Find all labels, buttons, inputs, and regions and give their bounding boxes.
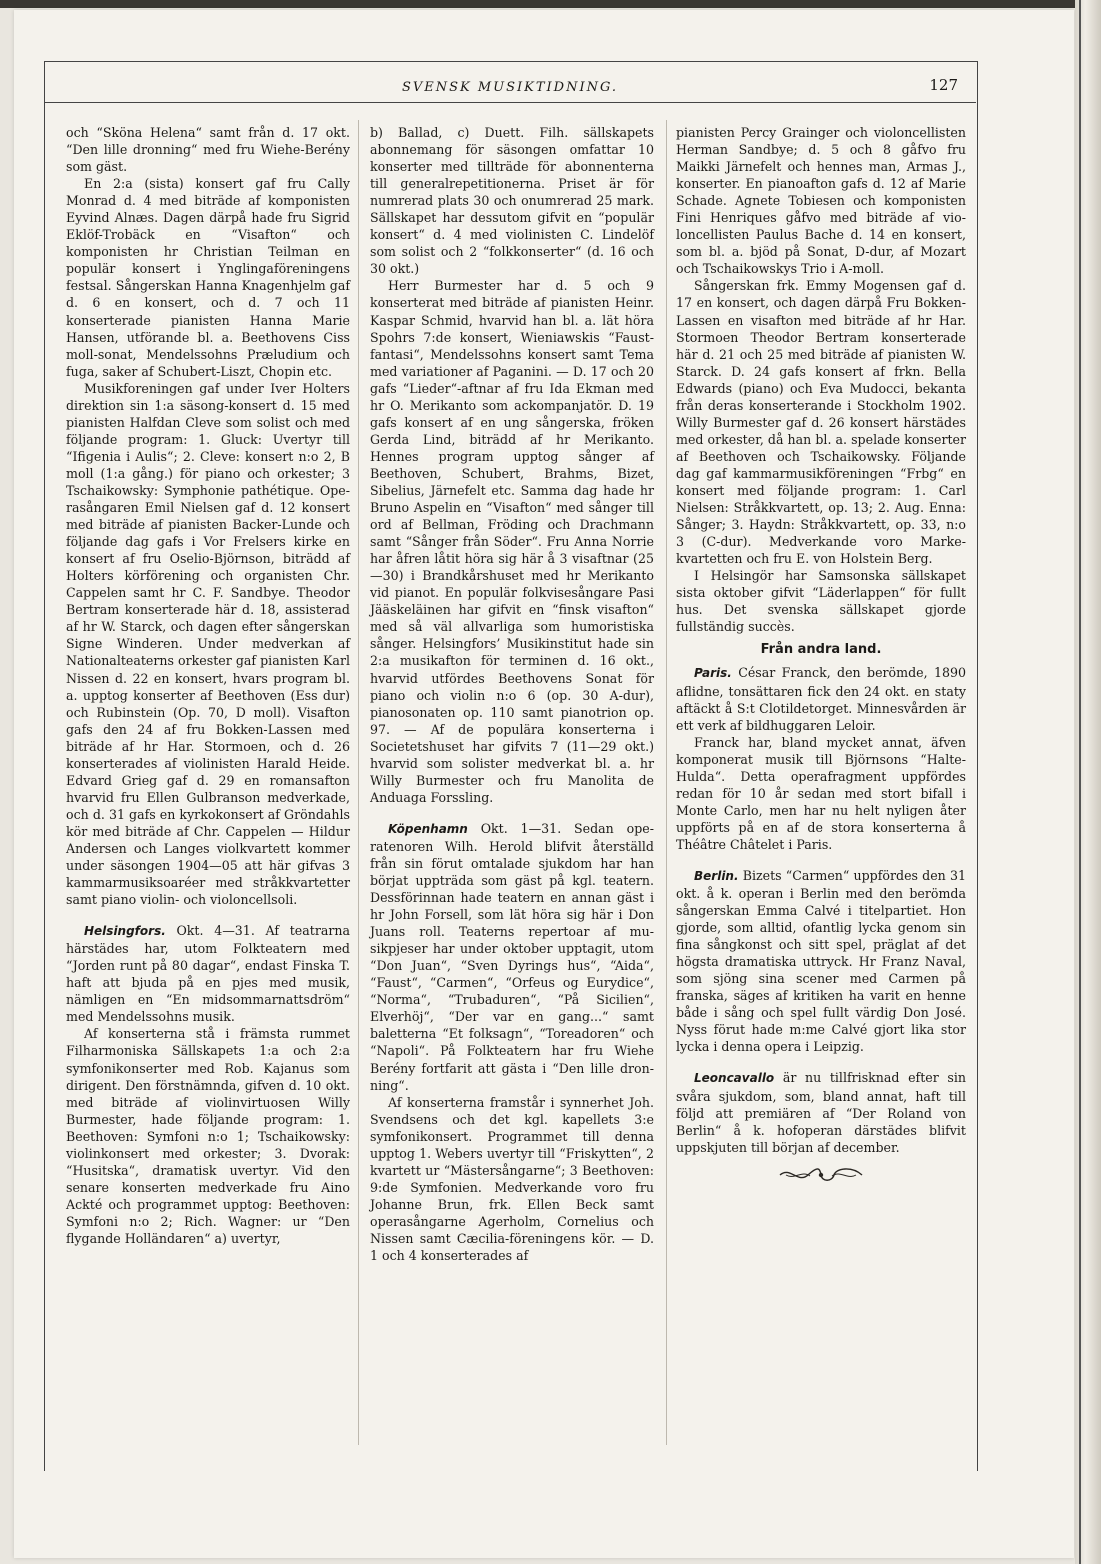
paragraph: och “Sköna Helena“ samt från d. 17 okt. “Den lille dronning“ med fru Wiehe-Berény som gäst. [66, 125, 350, 175]
paragraph: En 2:a (sista) konsert gaf fru Cally Monrad d. 4 med biträde af komponisten Eyvind Alnæs. Dagen därpå hade fru Sigrid Eklöf-Trobäck en “Visafton“ och komponisten hr Christian Teilman en populär konsert i Ynglingaföreningens festsal. Sångerskan Hanna Knagenhjelm gaf d. 6 en konsert, och d. 7 och 11 konserterade pianisten Hanna Marie Hansen, utförande bl. a. Beethovens Ciss moll-sonat, Mendelssohns Præludium och fuga, saker af Schubert-Liszt, Chopin etc. [66, 176, 350, 379]
paragraph-text: är nu tillfrisknad efter sin svåra sjukdom, som, bland annat, haft till följd att premiären af “Der Roland von Berlin“ å k. hofoperan därstädes blifvit uppskjuten till början af december. [676, 1070, 966, 1155]
paragraph: Sångerskan frk. Emmy Mogensen gaf d. 17 en konsert, och dagen därpå Fru Bokken-Lassen en visafton med biträde af hr Har. Stormoen Theodor Bertram konserterade här d. 21 och 25 med biträde af pianisten W. Starck. D. 24 gafs konsert af frkn. Bella Edwards (piano) och Eva Mudocci, bekanta från deras konserterande i Stockholm 1902. Willy Burmester gaf d. 26 konsert härstädes med orkester, då han bl. a. spelade konserter af Beethoven och Tschaikowsky. Följande dag gaf kammarmusikföreningen “Frbg“ en konsert med följande program: 1. Carl Nielsen: Stråkkvartett, op. 13; 2. Aug. Enna: Sånger; 3. Haydn: Stråkkvartett, op. 33, n:o 3 (C-dur). Medverkande voro Marke-kvartetten och fru E. von Holstein Berg. [676, 278, 966, 567]
spacer [66, 908, 350, 922]
spacer [676, 853, 966, 867]
paragraph-text: Okt. 4—31. Af teatrarna härstädes har, utom Folkteatern med “Jorden runt på 80 dagar“, endast Finska T. haft att bjuda på en pjes med musik, nämligen en “En midsommarnattsdröm“ med Mendelssohns musik. [66, 923, 350, 1025]
paragraph: Af konserterna stå i främsta rummet Filharmoniska Sällskapets 1:a och 2:a symfonikonserter med Rob. Kajanus som dirigent. Den förstnämnda, gifven d. 10 okt. med biträde af violinvirtuosen Willy Burmester, hade följande program: 1. Beethoven: Symfoni n:o 1; Tschaikowsky: violinkonsert med orkester; 3. Dvorak: “Husitska“, dramatisk uvertyr. Vid den senare konserten medverkade fru Aino Ackté och programmet upptog: Beethoven: Symfoni n:o 2; Rich. Wagner: ur “Den flygande Holländaren“ a) uvertyr, [66, 1026, 350, 1246]
paragraph-leoncavallo [676, 1069, 966, 1155]
paragraph-text: Okt. 1—31. Sedan operatenoren Wilh. Herold blifvit återställd från sin förut omtalade sjukdom har han börjat uppträda som gäst på kgl. teatern. Dessförinnan hade teatern en annan gäst i hr John Forsell, som lät höra sig här i Don Juans roll. Teaterns repertoar af musikpjeser har under oktober upptagit, utom “Don Juan“, “Sven Dyrings hus“, “Aida“, “Faust“, “Carmen“, “Orfeus og Eurydice“, “Norma“, “Trubaduren“, “På Sicilien“, Elverhöj“, “Der var en gang...“ samt baletterna “Et folksagn“, “Toreadoren“ och “Napoli“. På Folkteatern har fru Wiehe Berény fortfarit att gästa i “Den lille dronning“. [370, 820, 654, 1093]
section-heading: Från andra land. [760, 642, 882, 658]
binding-edge [1075, 0, 1101, 1564]
paragraph-kopenhamn [370, 820, 654, 1094]
paragraph: Franck har, bland mycket annat, äfven komponerat musik till Björnsons “Halte-Hulda“. Detta operafragment uppfördes redan för 10 år sedan med stort bifall i Monte Carlo, men har nu helt nyligen åter uppförts på en af de stora konserterna å Théâtre Châtelet i Paris. [676, 734, 966, 852]
place-heading-kopenhamn: Köpenhamn [388, 821, 468, 836]
column-2 [370, 124, 654, 1264]
paragraph: Musikforeningen gaf under Iver Holters direktion sin 1:a säsong-konsert d. 15 med pianisten Halfdan Cleve som solist och med följande program: 1. Gluck: Uvertyr till “Ifigenia i Aulis“; 2. Cleve: konsert n:o 2, B moll (1:a gång.) för piano och orkester; 3 Tschaikowsky: Symphonie pathétique. Operasångaren Emil Nielsen gaf d. 12 konsert med biträde af pianisten Backer-Lunde och följande dag gafs i Vor Frelsers kirke en konsert af fru Oselio-Björnson, biträdd af Holters körförening och organisten Chr. Cappelen samt hr C. F. Sandbye. Theodor Bertram konserterade här d. 18, assisterad af hr W. Starck, och dagen efter sångerskan Signe Winderen. Under medverkan af Nationalteaterns orkester gaf pianisten Karl Nissen d. 22 en konsert, hvars program bl. a. upptog konserter af Beethoven (Ess dur) och Rubinstein (Op. 70, D moll). Visafton gafs den 24 af fru Bokken-Lassen med biträde af hr Har. Stormoen, och d. 26 konserterades af violinisten Harald Heide. Edvard Grieg gaf d. 29 en romansafton hvarvid fru Ellen Gulbranson medverkade, och d. 31 gafs en kyrkokonsert af Gröndahls kör med biträde af Chr. Cappelen — Hildur Andersen och Langes violkvartett kommer under säsongen 1904—05 att här gifvas 3 kammarmusiksoaréer med stråkkvartetter samt piano violin- och violoncellsoli. [66, 380, 350, 908]
paragraph: b) Ballad, c) Duett. Filh. sällskapets abonnemang för säsongen omfattar 10 konserter med tillträde för abonnenterna till generalrepetitionerna. Priset är för numrerad plats 30 och onumrerad 25 mark. Sällskapet har dessutom gifvit en “populär konsert“ d. 4 med violinisten C. Lindelöf som solist och 2 “folkkonserter“ (d. 16 och 30 okt.) [370, 125, 654, 277]
place-heading-helsingfors: Helsingfors. [84, 924, 166, 939]
paragraph-text: Bizets “Carmen“ uppfördes den 31 okt. å k. operan i Berlin med den berömda sångerskan Emma Calvé i titelpartiet. Hon gjorde, som alltid, ofantlig lycka genom sin fina sångkonst och sitt spel, präglat af det högsta dramatiska uttryck. Hr Franz Naval, som sjöng sina scener med Carmen på franska, säges af kritiken ha varit en henne både i sång och spel fullt värdig Don José. Nyss förut hade m:me Calvé gjort lika stor lycka i denna opera i Leipzig. [676, 867, 966, 1055]
spacer [370, 806, 654, 820]
page-number: 127 [929, 76, 958, 94]
place-heading-berlin: Berlin. [694, 868, 739, 883]
ornament-icon [676, 1164, 966, 1190]
journal-title: SVENSK MUSIKTIDNING. [401, 80, 619, 95]
paragraph: I Helsingör har Samsonska sällskapet sista oktober gifvit “Läderlappen“ för fullt hus. Det svenska sällskapet gjorde fullständig succès. [676, 568, 966, 635]
column-3 [676, 124, 966, 1190]
column-1 [66, 124, 350, 1247]
place-heading-paris: Paris. [694, 666, 732, 681]
page-top-edge [0, 0, 1101, 8]
paragraph-paris [676, 664, 966, 733]
paragraph: pianisten Percy Grainger och violoncellisten Herman Sandbye; d. 5 och 8 gåfvo fru Maikki Järnefelt och hennes man, Armas J., konserter. En pianoafton gafs d. 12 af Marie Schade. Agnete Tobiesen och komponisten Fini Henriques gåfvo med biträde af violoncellisten Paulus Bache d. 14 en konsert, som bl. a. bjöd på Sonat, D-dur, af Mozart och Tschaikowskys Trio i A-moll. [676, 125, 966, 277]
paragraph-helsingfors [66, 922, 350, 1025]
running-header [44, 72, 976, 103]
paragraph-text: César Franck, den berömde, 1890 aflidne, tonsättaren fick den 24 okt. en staty aftäckt å S:t Clotildetorget. Minnesvården är ett verk af bildhuggaren Leloir. [676, 665, 966, 733]
paragraph-berlin [676, 867, 966, 1056]
column-divider-1 [358, 120, 359, 1445]
place-heading-leoncavallo: Leoncavallo [694, 1071, 775, 1086]
column-divider-2 [666, 120, 667, 1445]
paragraph: Herr Burmester har d. 5 och 9 konserterat med biträde af pianisten Heinr. Kaspar Schmid, hvarvid han bl. a. lät höra Spohrs 7:de konsert, Wieniawskis “Faust-fantasi“, Mendelssohns konsert samt Tema med variationer af Paganini. — D. 17 och 20 gafs “Lieder“-aftnar af fru Ida Ekman med hr O. Merikanto som ackompanjatör. D. 19 gafs konsert af en ung sångerska, fröken Gerda Lind, biträdd af hr Merikanto. Hennes program upptog sånger af Beethoven, Schubert, Brahms, Bizet, Sibelius, Järnefelt etc. Samma dag hade hr Bruno Aspelin en “Visafton“ med sånger till ord af Bellman, Fröding och Drachmann samt “Sånger från Söder“. Fru Anna Norrie har åfren låtit höra sig här å 3 visaftnar (25—30) i Brandkårshuset med hr Merikanto vid pianot. En populär folkvisesångare Pasi Jääskeläinen har gifvit en “finsk visafton“ med så väl allvarliga som humoristiska sånger. Helsingfors’ Musikinstitut hade sin 2:a musikafton för terminen d. 16 okt., hvarvid utfördes Beethovens Sonat för piano och violin n:o 6 (op. 30 A-dur), pianosonaten op. 110 samt pianotrion op. 97. — Af de populära konserterna i Societetshuset har gifvits 7 (11—29 okt.) hvarvid som solister medverkat bl. a. hr Willy Burmester och fru Manolita de Anduaga Forssling. [370, 278, 654, 805]
spacer [676, 1055, 966, 1069]
paragraph: Af konserterna framstår i synnerhet Joh. Svendsens och det kgl. kapellets 3:e symfonikonsert. Programmet till denna upptog 1. Webers uvertyr till “Friskytten“, 2 kvartett ur “Mästersångarne“; 3 Beethoven: 9:de Symfonien. Medverkande voro fru Johanne Brun, frk. Ellen Beck samt operasångarne Agerholm, Cornelius och Nissen samt Cæcilia-föreningens kör. — D. 1 och 4 konserterades af [370, 1094, 654, 1264]
